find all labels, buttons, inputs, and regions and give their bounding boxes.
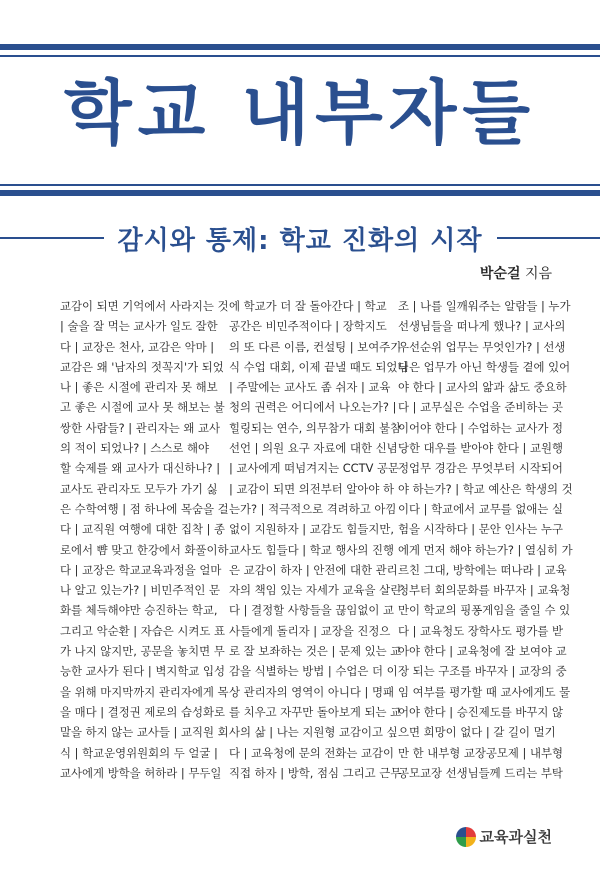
toc-line: 아야 한다 | 교육청에 잘 보여야 교 — [398, 644, 567, 659]
toc-line: 당한 대우를 받아야 한다 | 교원행 — [398, 441, 563, 456]
toc-line: 식 | 학교운영위원회의 두 얼굴 | — [60, 745, 218, 760]
toc-line: 다 | 결정할 사항들을 끊임없이 교 — [229, 603, 394, 618]
toc-line: 사들에게 돌리자 | 교장을 진정으 — [229, 623, 391, 638]
toc-line: 없이 지원하자 | 교감도 힘들지만, — [229, 522, 394, 537]
author-suffix: 지음 — [524, 266, 552, 282]
toc-line: 할 숙제를 왜 교사가 대신하나? | — [60, 461, 221, 476]
toc-line: 야 한다 | 교사의 앎과 삶도 중요하 — [398, 380, 567, 395]
toc-line: 사의 삶 | 나는 지원형 교감이고 싶 — [229, 725, 398, 740]
toc-line: 다 | 교무실은 수업을 준비하는 곳 — [398, 400, 563, 415]
toc-line: 은 교감이 하자 | 안전에 대한 관리 — [229, 562, 398, 577]
toc-line: 은 수학여행 | 점 하나에 목숨을 걸 — [60, 501, 229, 516]
toc-line: 의 또 다른 이름, 컨설팅 | 보여주기 — [229, 339, 402, 354]
toc-line: 상 관리자의 영역이 아니다 | 명패 — [229, 684, 394, 699]
toc-line: | 교감이 되면 의전부터 알아야 하 — [229, 481, 394, 496]
toc-column-2 — [229, 296, 409, 783]
subtitle-line-right — [497, 237, 600, 239]
toc-line: 다 | 교육청도 장학사도 평가를 받 — [398, 623, 563, 638]
toc-line: 우선순위 업무는 무엇인가? | 선생 — [398, 339, 566, 354]
toc-line: 청의 권력은 어디에서 나오는가? | — [229, 400, 397, 415]
toc-columns — [60, 296, 573, 783]
toc-column-3 — [398, 296, 573, 783]
subtitle-row — [0, 218, 600, 258]
toc-line: 로 잘 보좌하는 것은 | 문제 있는 교 — [229, 644, 402, 659]
toc-line: 고 좋은 시절에 교사 못 해보는 불 — [60, 400, 225, 415]
toc-line: 는가? | 적극적으로 격려하고 아낌 — [229, 501, 397, 516]
toc-line: 나 | 좋은 시절에 관리자 못 해보 — [60, 380, 218, 395]
book-title: 학교 내부자들 — [63, 72, 537, 154]
toc-line: 화를 체득해야만 승진하는 학교, — [60, 603, 218, 618]
toc-line: 만이 학교의 핑퐁게임을 줄일 수 있 — [398, 603, 571, 618]
toc-line: 다 | 교장은 학교교육과정을 얼마 — [60, 562, 222, 577]
book-subtitle: 감시와 통제: 학교 진화의 시작 — [117, 225, 483, 256]
toc-line: 에 학교가 더 잘 돌아간다 | 학교 — [229, 299, 387, 313]
toc-line: | 주말에는 교사도 좀 쉬자 | 교육 — [229, 380, 391, 395]
top-rule-thin — [0, 55, 600, 57]
toc-line: 만 한 내부형 교장공모제 | 내부형 — [398, 745, 563, 760]
toc-line: 그리고 악순환 | 자습은 시켜도 표 — [60, 623, 225, 638]
toc-line: 말을 하지 않는 교사들 | 교직원 회 — [60, 725, 229, 740]
toc-line: | 교사에게 떠넘겨지는 CCTV 공문 — [229, 461, 400, 476]
toc-line: 청부터 회의문화를 바꾸자 | 교육청 — [398, 583, 571, 598]
subtitle-line-left — [0, 237, 104, 239]
toc-line: 로에서 뺨 맞고 한강에서 화풀이하 — [60, 542, 229, 557]
toc-line: 능한 교사가 된다 | 벽지학교 입성 — [60, 664, 225, 679]
toc-line: 교감은 왜 '남자의 젓꼭지'가 되었 — [60, 359, 224, 374]
toc-line: 다 | 교장은 천사, 교감은 악마 | — [60, 339, 215, 354]
toc-line: 교사도 힘들다 | 학교 행사의 진행 — [229, 542, 394, 557]
toc-line: 다 | 교육청에 문의 전화는 교감이 — [229, 745, 394, 760]
toc-line: 쌍한 사람들? | 관리자는 왜 교사 — [60, 420, 221, 435]
toc-line: 공모교장 선생님들께 드리는 부탁 — [398, 765, 563, 780]
toc-line: 임 여부를 평가할 때 교사에게도 물 — [398, 684, 571, 699]
toc-line: 어야 한다 | 승진제도를 바꾸지 않 — [398, 704, 563, 719]
toc-line: 에게 먼저 해야 하는가? | 열심히 가 — [398, 542, 573, 557]
toc-line: 으면 희망이 없다 | 갈 길이 멀기 — [398, 725, 556, 740]
toc-line: 다 | 교직원 여행에 대한 집착 | 종 — [60, 522, 226, 537]
toc-line: 님은 업무가 아닌 학생들 곁에 있어 — [398, 359, 571, 374]
toc-line: 조 | 나를 일깨워주는 알람들 | 누가 — [398, 299, 571, 313]
top-rule-thick — [0, 44, 600, 50]
toc-line: 자의 책임 있는 자세가 교육을 살린 — [229, 583, 402, 598]
publisher-logo-icon — [456, 827, 476, 847]
toc-line: 야 하는가? | 학교 예산은 학생의 것 — [398, 481, 573, 496]
toc-line: 장 되는 구조를 바꾸자 | 교장의 중 — [398, 664, 567, 679]
toc-line: 선언 | 의원 요구 자료에 대한 신념 — [229, 441, 398, 456]
toc-line: 가 나지 않지만, 공문을 놓치면 무 — [60, 644, 225, 659]
toc-column-1 — [60, 296, 229, 783]
toc-line: 험을 시작하다 | 문안 인사는 누구 — [398, 522, 563, 537]
bottom-rule-thin — [0, 184, 600, 186]
toc-line: 정업무 경감은 무엇부터 시작되어 — [398, 461, 563, 476]
toc-line: 을 위해 마지막까지 관리자에게 목 — [60, 684, 229, 699]
toc-line: 식 수업 대회, 이제 끝낼 때도 되었다 — [229, 359, 409, 374]
author-credit — [480, 263, 552, 283]
toc-line: 직접 하자 | 방학, 점심 그리고 근무 — [229, 765, 402, 780]
toc-line: 선생님들을 떠나게 했나? | 교사의 — [398, 319, 566, 334]
toc-line: 교감이 되면 기억에서 사라지는 것 — [60, 299, 229, 313]
toc-line: 나 알고 있는가? | 비민주적인 문 — [60, 583, 221, 598]
toc-line: 이어야 한다 | 수업하는 교사가 정 — [398, 420, 563, 435]
publisher-logo — [456, 826, 552, 847]
toc-line: 을 매다 | 결정권 제로의 습성화로 — [60, 704, 225, 719]
author-name: 박순걸 — [479, 266, 521, 282]
toc-line: | 술을 잘 먹는 교사가 일도 잘한 — [60, 319, 218, 334]
publisher-name: 교육과실천 — [479, 828, 552, 846]
toc-line: 의 적이 되었나? | 스스로 해야 — [60, 441, 210, 456]
toc-line: 감을 식별하는 방법 | 수업은 더 이 — [229, 664, 398, 679]
toc-line: 공간은 비민주적이다 | 장학지도 — [229, 319, 387, 334]
bottom-rule-thick — [0, 190, 600, 196]
toc-line: 힐링되는 연수, 의무참가 대회 불참 — [229, 420, 402, 435]
toc-line: 를 치우고 자꾸만 돌아보게 되는 교 — [229, 704, 402, 719]
toc-line: 교사에게 방학을 허하라 | 무두일 — [60, 765, 222, 780]
toc-line: 르친 그대, 방학에는 떠나라 | 교육 — [398, 562, 567, 577]
toc-line: 이다 | 학교에서 교무를 없애는 실 — [398, 501, 563, 516]
toc-line: 교사도 관리자도 모두가 가기 싫 — [60, 481, 218, 496]
